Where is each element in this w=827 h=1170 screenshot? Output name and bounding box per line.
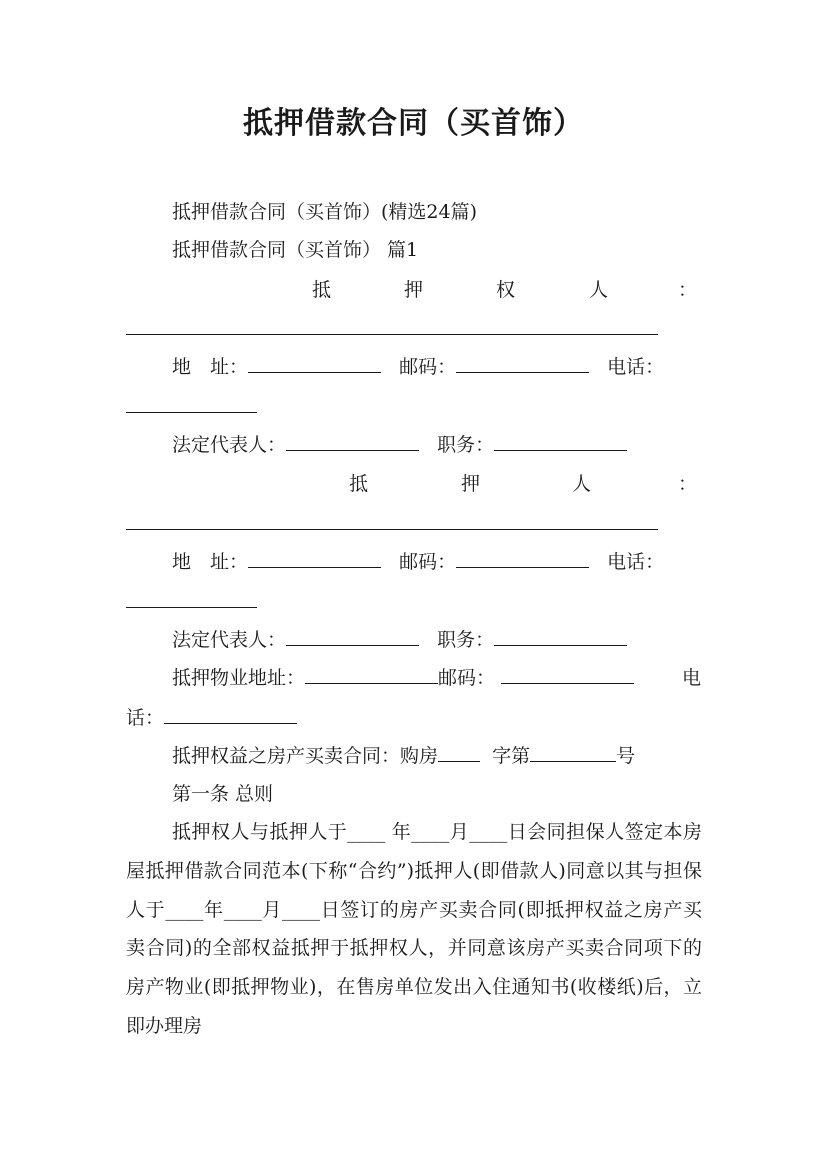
mortgagee-char: 权 bbox=[496, 279, 516, 301]
mortgagor-char: 押 bbox=[461, 473, 481, 495]
contract-middle: 字第 bbox=[492, 745, 531, 767]
legal-rep-blank bbox=[286, 432, 419, 451]
property-postcode-blank bbox=[501, 665, 634, 684]
article-heading: 第一条 总则 bbox=[172, 783, 274, 805]
mortgagor-blank-line bbox=[126, 529, 658, 530]
contract-suffix: 号 bbox=[616, 745, 636, 767]
address-label: 地 址： bbox=[172, 356, 249, 378]
contract-prefix: 抵押权益之房产买卖合同：购房 bbox=[172, 745, 439, 767]
legal-rep-row bbox=[172, 627, 627, 653]
contract-blank-2 bbox=[530, 743, 616, 762]
legal-rep-label: 法定代表人： bbox=[172, 629, 287, 651]
legal-rep-row bbox=[172, 432, 627, 458]
mortgagee-char: 押 bbox=[404, 279, 424, 301]
position-blank bbox=[494, 432, 627, 451]
mortgagee-char: ： bbox=[678, 279, 698, 301]
body-paragraph: 抵押权人与抵押人于____ 年____月____日会同担保人签定本房屋抵押借款合同范本(下称“合约”)抵押人(即借款人)同意以其与担保人于____年____月____日签订的房产买卖合同(即抵押权益之房产买卖合同)的全部权益抵押于抵押权人，并同意该房产买卖合同项下的房产物业(即抵押物业)，在售房单位发出入住通知书(收楼纸)后，立即办理房 bbox=[126, 821, 702, 1037]
phone-label: 电话： bbox=[607, 356, 665, 378]
postcode-blank bbox=[456, 549, 589, 568]
address-label: 地 址： bbox=[172, 551, 249, 573]
property-phone-row bbox=[126, 705, 297, 731]
contract-blank-1 bbox=[438, 743, 480, 762]
property-phone-label-a: 电 bbox=[682, 667, 702, 689]
mortgagee-char: 人 bbox=[589, 279, 609, 301]
phone-blank-line bbox=[126, 607, 257, 608]
mortgagor-fields-row bbox=[172, 549, 664, 575]
section-heading: 抵押借款合同（买首饰） 篇1 bbox=[172, 239, 419, 261]
property-postcode-label: 邮码： bbox=[438, 667, 496, 689]
address-blank bbox=[248, 549, 381, 568]
property-address-row bbox=[172, 665, 634, 691]
phone-blank-line bbox=[126, 412, 257, 413]
address-blank bbox=[248, 354, 381, 373]
mortgagor-char: ： bbox=[678, 473, 698, 495]
mortgagee-blank-line bbox=[126, 334, 658, 335]
property-phone-blank bbox=[164, 705, 297, 724]
postcode-blank bbox=[456, 354, 589, 373]
position-label: 职务： bbox=[437, 434, 495, 456]
position-blank bbox=[494, 627, 627, 646]
postcode-label: 邮码： bbox=[399, 356, 457, 378]
property-phone-label-b: 话： bbox=[126, 707, 165, 729]
phone-label: 电话： bbox=[607, 551, 665, 573]
document-title: 抵押借款合同（买首饰） bbox=[243, 106, 584, 141]
postcode-label: 邮码： bbox=[399, 551, 457, 573]
mortgagee-fields-row bbox=[172, 354, 664, 380]
mortgagee-char: 抵 bbox=[312, 279, 332, 301]
mortgagor-char: 人 bbox=[572, 473, 592, 495]
legal-rep-blank bbox=[286, 627, 419, 646]
position-label: 职务： bbox=[437, 629, 495, 651]
contract-row bbox=[172, 743, 635, 769]
property-address-label: 抵押物业地址： bbox=[172, 667, 306, 689]
document-subtitle: 抵押借款合同（买首饰）(精选24篇) bbox=[172, 201, 478, 223]
legal-rep-label: 法定代表人： bbox=[172, 434, 287, 456]
mortgagor-char: 抵 bbox=[349, 473, 369, 495]
property-address-blank bbox=[305, 665, 438, 684]
